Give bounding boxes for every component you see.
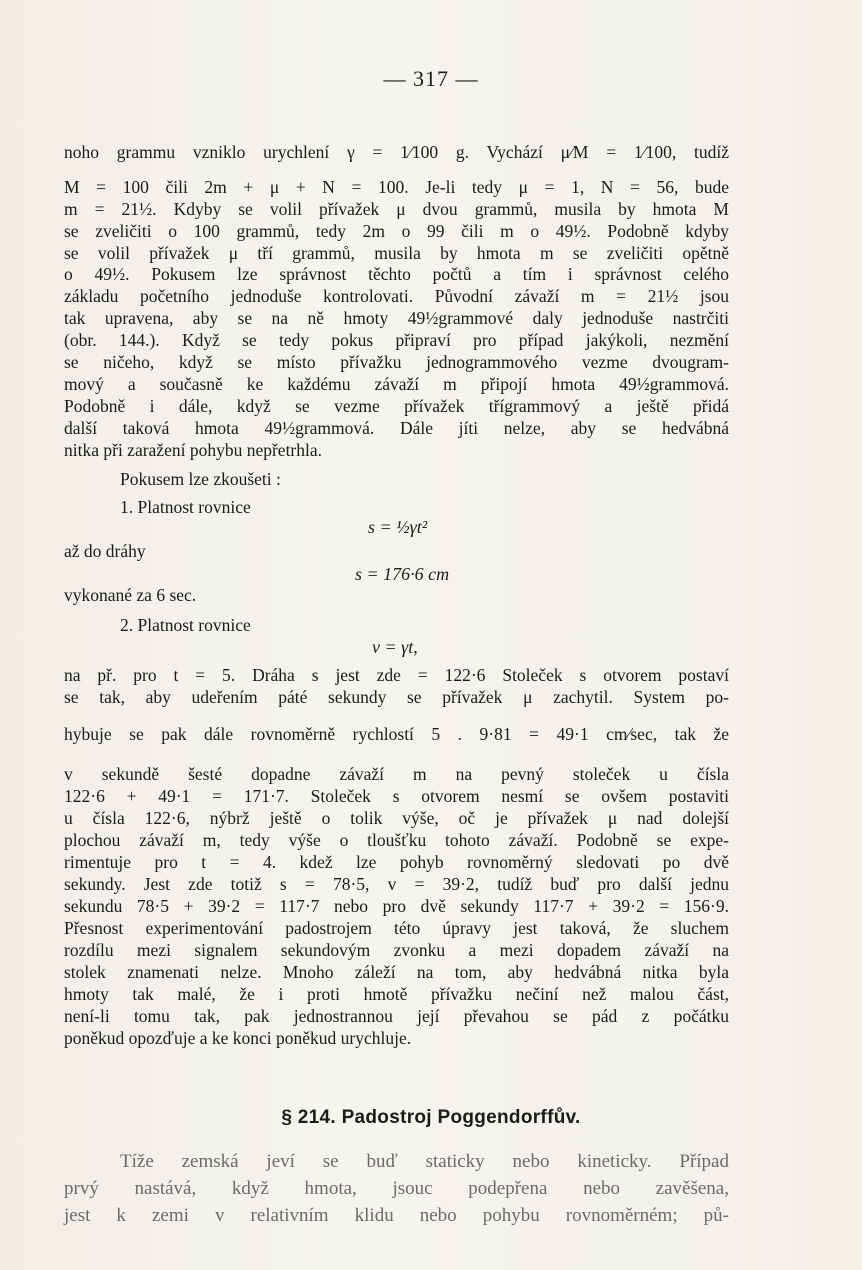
text-line: se tak, aby udeřením páté sekundy se přívažek μ zachytil. System po- <box>64 687 729 707</box>
text-line: nitka při zaražení pohybu nepřetrhla. <box>64 440 323 460</box>
text-line: Přesnost experimentování padostrojem této úpravy jest taková, že sluchem <box>64 918 729 938</box>
text-line: na př. pro t = 5. Dráha s jest zde = 122·6 Stoleček s otvorem postaví <box>64 665 729 685</box>
experiment-item-2: 2. Platnost rovnice <box>120 615 251 635</box>
text-line: noho grammu vzniklo urychlení γ = 1⁄100 g. Vychází μ⁄M = 1⁄100, tudíž <box>64 142 729 162</box>
text-line: stolek znamenati nelze. Mnoho záleží na tom, aby hedvábná nitka byla <box>64 962 729 982</box>
section-heading: § 214. Padostroj Poggendorffův. <box>281 1107 581 1128</box>
text-line: další taková hmota 49½grammová. Dále jíti nelze, aby se hedvábná <box>64 418 729 438</box>
text-line: se ničeho, když se místo přívažku jednogrammového vezme dvougram- <box>64 352 729 372</box>
text-line: sekundy. Jest zde totiž s = 78·5, v = 39·2, tudíž buď pro další jednu <box>64 874 729 894</box>
text-line: se zveličiti o 100 grammů, tedy 2m o 99 čili m o 49½. Podobně kdyby <box>64 221 729 241</box>
text-line: rimentuje pro t = 4. kdež lze pohyb rovnoměrný sledovati po dvě <box>64 852 729 872</box>
experiment-item-1: 1. Platnost rovnice <box>120 497 251 517</box>
text-line: hybuje se pak dále rovnoměrně rychlostí 5 . 9·81 = 49·1 cm⁄sec, tak že <box>64 724 729 744</box>
text-line: není-li tomu tak, pak jednostrannou její převahou se pád z počátku <box>64 1006 729 1026</box>
equation-velocity: v = γt, <box>372 637 418 657</box>
text-line: poněkud opozďuje a ke konci poněkud urychluje. <box>64 1028 412 1048</box>
text-line: mový a současně ke každému závaží m připojí hmota 49½grammová. <box>64 374 729 394</box>
text-line: sekundu 78·5 + 39·2 = 117·7 nebo pro dvě sekundy 117·7 + 39·2 = 156·9. <box>64 896 729 916</box>
text-line: m = 21½. Kdyby se volil přívažek μ dvou grammů, musila by hmota M <box>64 199 729 219</box>
text-line: základu početního jednoduše kontrolovati. Původní závaží m = 21½ jsou <box>64 286 729 306</box>
text-line: rozdílu mezi signalem sekundovým zvonku a mezi dopadem závaží na <box>64 940 729 960</box>
equation-distance: s = 176·6 cm <box>355 564 450 584</box>
experiment-intro: Pokusem lze zkoušeti : <box>120 469 281 489</box>
experiment-performed: vykonané za 6 sec. <box>64 585 197 605</box>
text-line: se volil přívažek μ tří grammů, musila by hmota m se zveličiti opětně <box>64 243 729 263</box>
experiment-to-path: až do dráhy <box>64 541 146 561</box>
text-line: jest k zemi v relativním klidu nebo pohybu rovnoměrném; pů- <box>64 1205 729 1226</box>
text-line: Podobně i dále, když se vezme přívažek třígrammový a ještě přidá <box>64 396 729 416</box>
text-line: o 49½. Pokusem lze správnost těchto počtů a tím i správnost celého <box>64 264 729 284</box>
equation-path: s = ½γt² <box>368 517 428 537</box>
text-line: tak upravena, aby se na ně hmoty 49½grammové daly jednoduše nastrčiti <box>64 308 729 328</box>
text-line: 122·6 + 49·1 = 171·7. Stoleček s otvorem nesmí se ovšem postaviti <box>64 786 729 806</box>
text-line: M = 100 čili 2m + μ + N = 100. Je-li tedy μ = 1, N = 56, bude <box>64 177 729 197</box>
text-line: u čísla 122·6, nýbrž ještě o tolik výše, oč je přívažek μ nad dolejší <box>64 808 729 828</box>
text-line: hmoty tak malé, že i proti hmotě přívažku nečiní než malou část, <box>64 984 729 1004</box>
page-number: — 317 — <box>383 66 479 91</box>
text-line: plochou závaží m, tedy výše o tloušťku tohoto závaží. Podobně se expe- <box>64 830 729 850</box>
text-line: Tíže zemská jeví se buď staticky nebo kineticky. Případ <box>120 1151 729 1172</box>
text-line: v sekundě šesté dopadne závaží m na pevný stoleček u čísla <box>64 764 729 784</box>
text-line: prvý nastává, když hmota, jsouc podepřena nebo zavěšena, <box>64 1178 729 1199</box>
text-line: (obr. 144.). Když se tedy pokus připraví pro případ jakýkoli, nezmění <box>64 330 729 350</box>
